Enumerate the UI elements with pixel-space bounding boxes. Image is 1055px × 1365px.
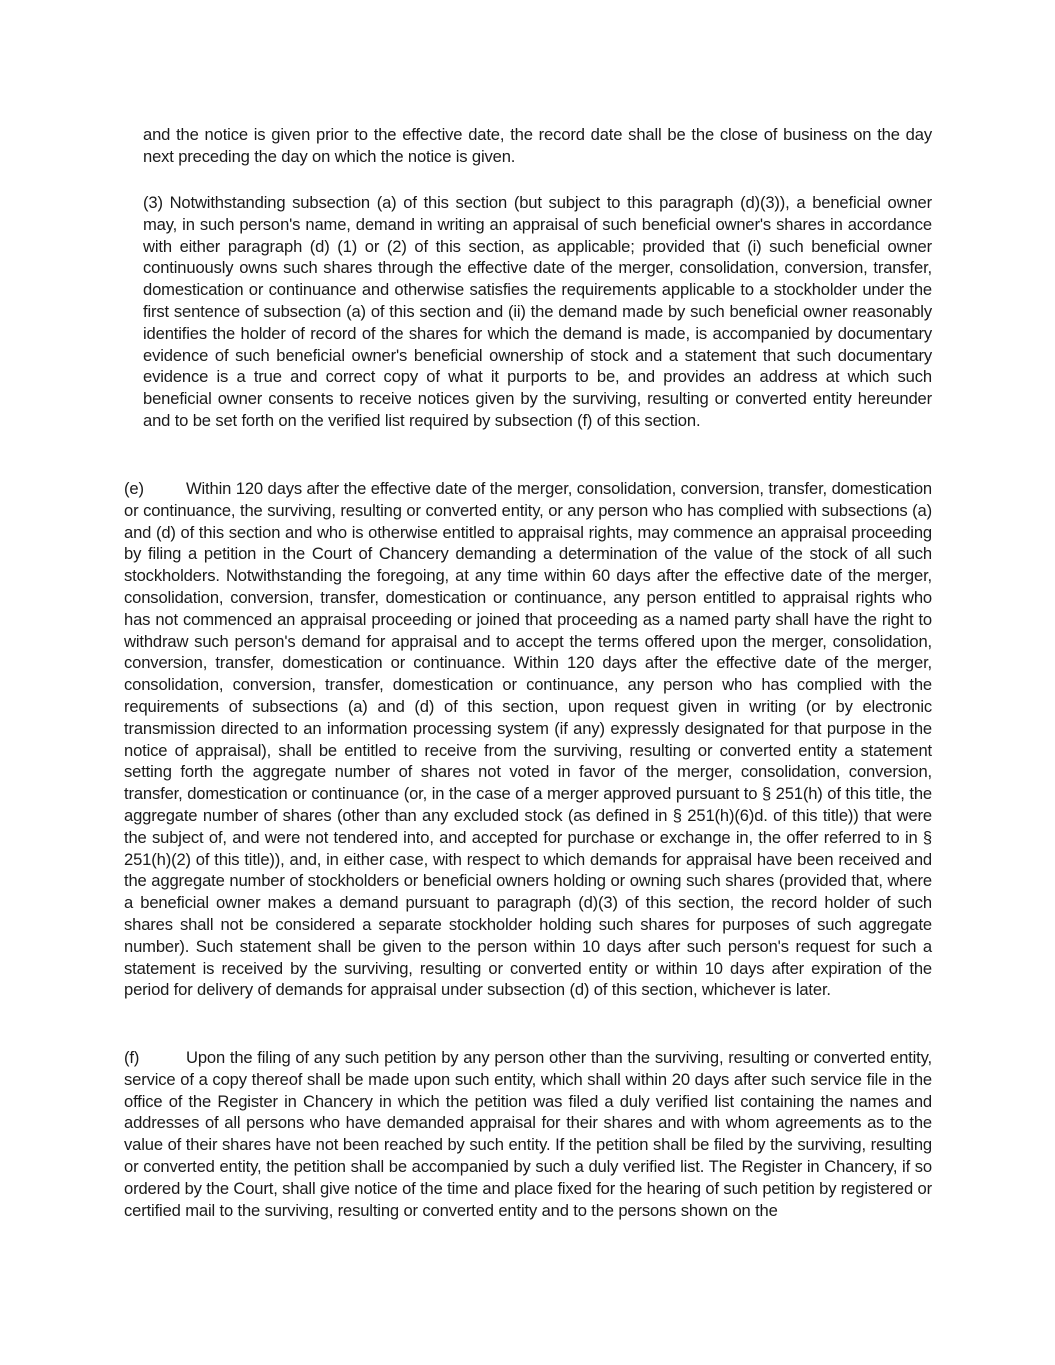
paragraph-d3: (3) Notwithstanding subsection (a) of this section (but subject to this paragraph (d)(3)), a beneficial owner may, in such person's name, demand in writing an appraisal of such beneficial owner's shares in accordance with either paragraph (d) (1) or (2) of this section, as applicable; provided that (i) such beneficial owner continuously owns such shares through the effective date of the merger, consolidation, conversion, transfer, domestication or continuance and otherwise satisfies the requirements applicable to a stockholder under the first sentence of subsection (a) of this section and (ii) the demand made by such beneficial owner reasonably identifies the holder of record of the shares for which the demand is made, is accompanied by documentary evidence of such beneficial owner's beneficial ownership of stock and a statement that such documentary evidence is a true and correct copy of what it purports to be, and provides an address at which such beneficial owner consents to receive notices given by the surviving, resulting or converted entity hereunder and to be set forth on the verified list required by subsection (f) of this section. bbox=[143, 193, 932, 430]
section-f-marker: (f) bbox=[124, 1048, 140, 1067]
section-e bbox=[124, 478, 932, 1001]
paragraph-d2-continuation: and the notice is given prior to the effective date, the record date shall be the close of business on the day next preceding the day on which the notice is given. bbox=[143, 125, 932, 166]
section-f bbox=[124, 1047, 932, 1221]
section-e-marker: (e) bbox=[124, 479, 144, 498]
section-e-text: Within 120 days after the effective date of the merger, consolidation, conversion, transfer, domestication or continuance, the surviving, resulting or converted entity, or any person who has complied with subsections (a) and (d) of this section and who is otherwise entitled to appraisal rights, may commence an appraisal proceeding by filing a petition in the Court of Chancery demanding a determination of the value of the stock of all such stockholders. Notwithstanding the foregoing, at any time within 60 days after the effective date of the merger, consolidation, conversion, transfer, domestication or continuance, any person entitled to appraisal rights who has not commenced an appraisal proceeding or joined that proceeding as a named party shall have the right to withdraw such person's demand for appraisal and to accept the terms offered upon the merger, consolidation, conversion, transfer, domestication or continuance. Within 120 days after the effective date of the merger, consolidation, conversion, transfer, domestication or continuance, any person who has complied with the requirements of subsections (a) and (d) of this section, upon request given in writing (or by electronic transmission directed to an information processing system (if any) expressly designated for that purpose in the notice of appraisal), shall be entitled to receive from the surviving, resulting or converted entity a statement setting forth the aggregate number of shares not voted in favor of the merger, consolidation, conversion, transfer, domestication or continuance (or, in the case of a merger approved pursuant to § 251(h) of this title, the aggregate number of shares (other than any excluded stock (as defined in § 251(h)(6)d. of this title)) that were the subject of, and were not tendered into, and accepted for purchase or exchange in, the offer referred to in § 251(h)(2) of this title)), and, in either case, with respect to which demands for appraisal have been received and the aggregate number of stockholders or beneficial owners holding or owning such shares (provided that, where a beneficial owner makes a demand pursuant to paragraph (d)(3) of this section, the record holder of such shares shall not be considered a separate stockholder holding such shares for purposes of such aggregate number). Such statement shall be given to the person within 10 days after such person's request for such a statement is received by the surviving, resulting or converted entity or within 10 days after expiration of the period for delivery of demands for appraisal under subsection (d) of this section, whichever is later. bbox=[124, 479, 932, 1000]
section-f-text: Upon the filing of any such petition by any person other than the surviving, resulting or converted entity, service of a copy thereof shall be made upon such entity, which shall within 20 days after such service file in the office of the Register in Chancery in which the petition was filed a duly verified list containing the names and addresses of all persons who have demanded appraisal for their shares and with whom agreements as to the value of their shares have not been reached by such entity. If the petition shall be filed by the surviving, resulting or converted entity, the petition shall be accompanied by such a duly verified list. The Register in Chancery, if so ordered by the Court, shall give notice of the time and place fixed for the hearing of such petition by registered or certified mail to the surviving, resulting or converted entity and to the persons shown on the bbox=[124, 1048, 933, 1220]
